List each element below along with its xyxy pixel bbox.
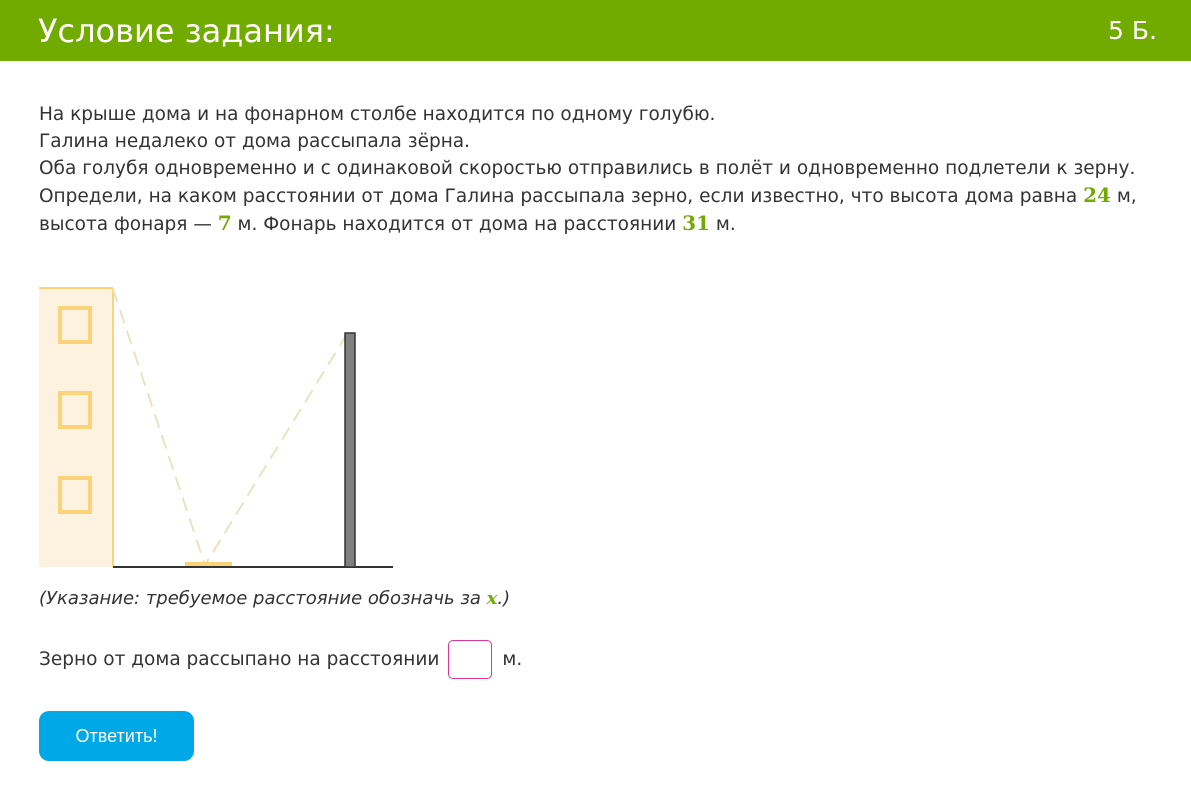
answer-label: Зерно от дома рассыпано на расстоянии xyxy=(39,649,440,670)
problem-text: м. xyxy=(709,214,736,235)
problem-text: высота фонаря — xyxy=(39,214,218,235)
problem-line-1: На крыше дома и на фонарном столбе находится по одному голубю. xyxy=(39,104,716,125)
submit-button[interactable]: Ответить! xyxy=(39,711,194,761)
answer-unit: м. xyxy=(502,649,523,670)
problem-line-3: Оба голубя одновременно и с одинаковой скоростью отправились в полёт и одновременно подлетели к зерну. xyxy=(39,158,1136,179)
lamp-pole xyxy=(345,333,355,567)
points-label: 5 Б. xyxy=(1108,16,1157,45)
grain xyxy=(185,562,232,566)
task-header xyxy=(0,0,1191,61)
problem-statement xyxy=(39,101,1159,238)
pigeon-path-from-lamp xyxy=(205,334,347,565)
hint-variable: x xyxy=(486,588,498,609)
distance-value: 31 xyxy=(682,211,710,235)
answer-input[interactable] xyxy=(448,640,492,679)
problem-line-2: Галина недалеко от дома рассыпала зёрна. xyxy=(39,131,471,152)
answer-row xyxy=(39,638,522,681)
hint-prefix: (Указание: требуемое расстояние обозначь за xyxy=(39,588,487,609)
problem-text: м, xyxy=(1110,186,1137,207)
hint-suffix: .) xyxy=(497,588,511,609)
hint-text xyxy=(39,586,510,612)
header-title: Условие задания: xyxy=(38,12,335,50)
lamp-height-value: 7 xyxy=(217,211,232,235)
pigeon-path-from-house xyxy=(113,289,205,565)
problem-text: Определи, на каком расстоянии от дома Галина рассыпала зерно, если известно, что высота дома равна xyxy=(39,186,1084,207)
problem-diagram xyxy=(38,284,398,574)
problem-line-5 xyxy=(39,210,1159,238)
problem-line-4 xyxy=(39,182,1159,210)
house-height-value: 24 xyxy=(1083,183,1111,207)
problem-text: м. Фонарь находится от дома на расстоянии xyxy=(231,214,683,235)
